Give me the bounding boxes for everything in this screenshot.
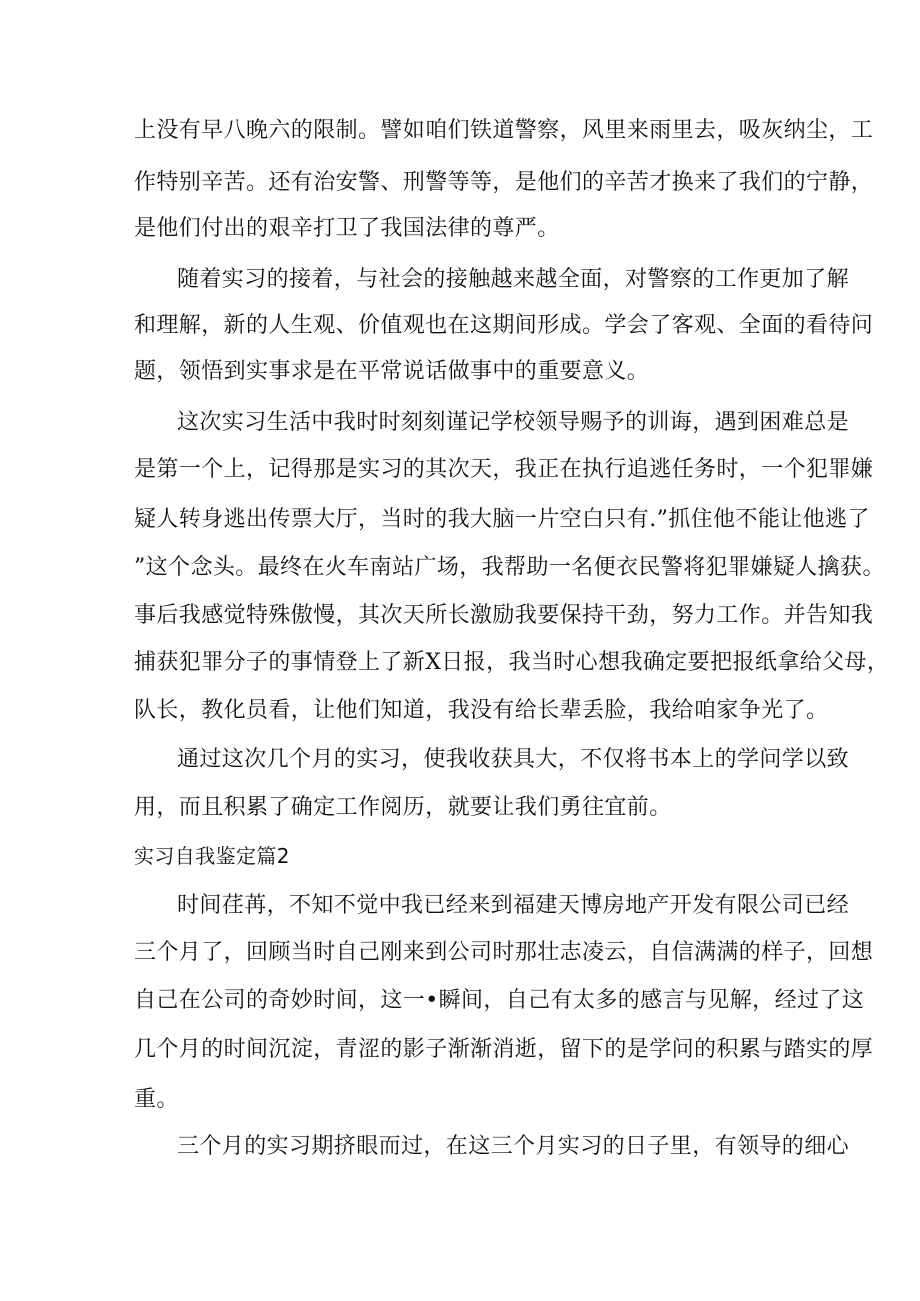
text-line: 时间荏苒，不知不觉中我已经来到福建天博房地产开发有限公司已经 <box>177 893 850 918</box>
text-line: 通过这次几个月的实习，使我收获具大，不仅将书本上的学问学以致 <box>177 747 850 772</box>
text-line: 上没有早八晚六的限制。譬如咱们铁道警察，风里来雨里去，吸灰纳尘，工 <box>134 118 874 143</box>
text-line: ”这个念头。最终在火车南站广场，我帮助一名便衣民警将犯罪嫌疑人擒获。 <box>134 555 885 580</box>
text-line: 队长，教化员看，让他们知道，我没有给长辈丢脸，我给咱家争光了。 <box>134 698 829 723</box>
text-line: 用，而且积累了确定工作阅历，就要让我们勇往宜前。 <box>134 795 672 820</box>
text-line: 重。 <box>134 1087 179 1112</box>
text-line: 三个月的实习期挤眼而过，在这三个月实习的日子里，有领导的细心 <box>177 1134 850 1159</box>
text-line: 是他们付出的艰辛打卫了我国法律的尊严。 <box>134 216 560 241</box>
text-line: 事后我感觉特殊傲慢，其次天所长激励我要保持干劲，努力工作。并告知我 <box>134 603 874 628</box>
text-line: 三个月了，回顾当时自己刚来到公司时那壮志凌云，自信满满的样子，回想 <box>134 940 874 965</box>
text-line: 捕获犯罪分子的事情登上了新X日报，我当时心想我确定要把报纸拿给父母， <box>134 650 890 675</box>
text-line: 疑人转身逃出传票大厅，当时的我大脑一片空白只有.”抓住他不能让他逃了 <box>134 507 870 532</box>
section-heading: 实习自我鉴定篇2 <box>134 844 290 868</box>
text-line: 是第一个上，记得那是实习的其次天，我正在执行追逃任务时，一个犯罪嫌 <box>134 457 874 482</box>
text-line: 作特别辛苦。还有治安警、刑警等等，是他们的辛苦才换来了我们的宁静， <box>134 170 874 195</box>
text-line: 几个月的时间沉淀，青涩的影子渐渐消逝，留下的是学问的积累与踏实的厚 <box>134 1037 874 1062</box>
text-line: 题，领悟到实事求是在平常说话做事中的重要意义。 <box>134 359 650 384</box>
text-line: 自己在公司的奇妙时间，这一•瞬间，自己有太多的感言与见解，经过了这 <box>134 988 865 1013</box>
text-line: 和理解，新的人生观、价值观也在这期间形成。学会了客观、全面的看待问 <box>134 313 874 338</box>
text-line: 随着实习的接着，与社会的接触越来越全面，对警察的工作更加了解 <box>177 267 850 292</box>
text-line: 这次实习生活中我时时刻刻谨记学校领导赐予的训诲，遇到困难总是 <box>177 410 850 435</box>
